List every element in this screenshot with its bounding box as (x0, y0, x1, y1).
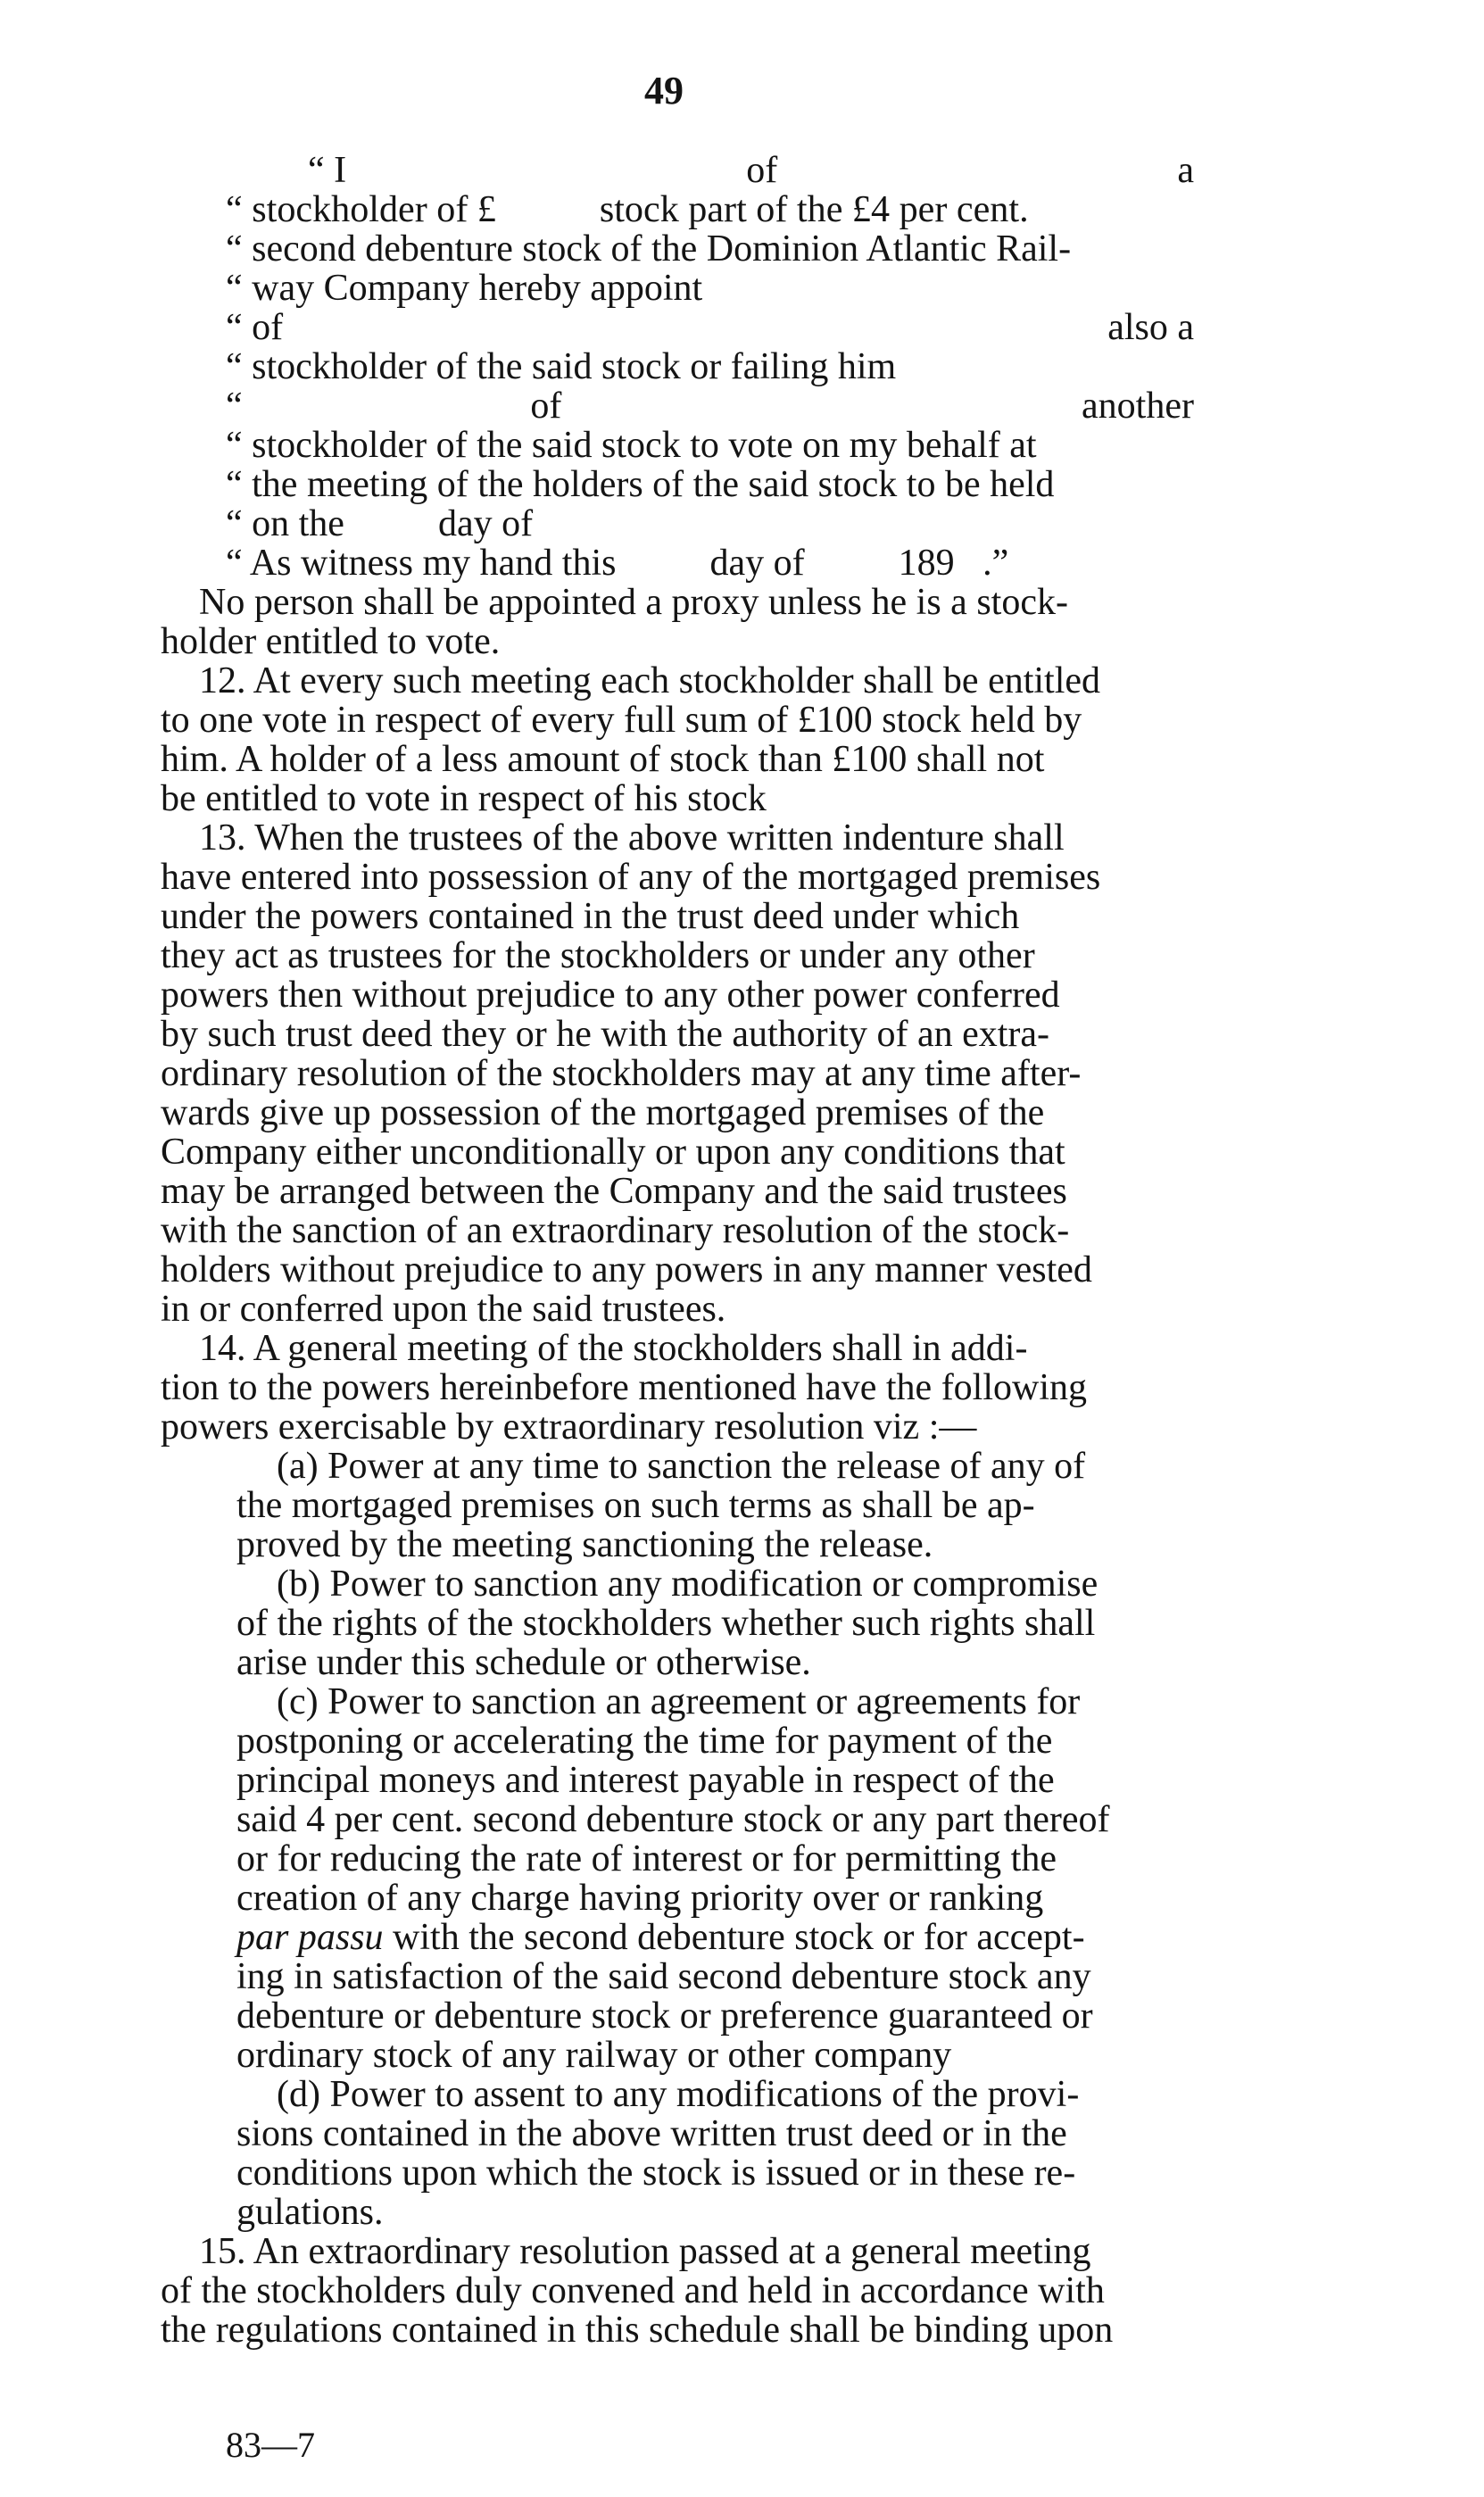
text-line: the mortgaged premises on such terms as shall be ap- (236, 1485, 1035, 1526)
text-line: ing in satisfaction of the said second debenture stock any (236, 1956, 1091, 1997)
form-text: “ (226, 386, 243, 427)
text-line: 12. At every such meeting each stockholder shall be entitled (199, 660, 1101, 701)
form-text: “ of (226, 307, 284, 348)
text-line: ordinary resolution of the stockholders may at any time after- (161, 1053, 1082, 1094)
text-line: postponing or accelerating the time for payment of the (236, 1721, 1053, 1762)
form-line: “ stockholder of the said stock to vote on my behalf at (226, 425, 1037, 466)
form-line: “ way Company hereby appoint (226, 268, 703, 309)
text-line: 14. A general meeting of the stockholders shall in addi- (199, 1328, 1028, 1369)
page-number: 49 (644, 69, 684, 112)
text-line: holder entitled to vote. (161, 621, 501, 662)
text-line: holders without prejudice to any powers in any manner vested (161, 1249, 1092, 1290)
form-text: “ I (308, 150, 347, 191)
text-line: of the stockholders duly convened and held in accordance with (161, 2270, 1105, 2311)
form-line: “ the meeting of the holders of the said stock to be held (226, 464, 1055, 505)
text-line: have entered into possession of any of the mortgaged premises (161, 857, 1101, 898)
text-line: to one vote in respect of every full sum of £100 stock held by (161, 700, 1082, 741)
text-line: creation of any charge having priority over or ranking (236, 1878, 1044, 1919)
text-line: debenture or debenture stock or preference guaranteed or (236, 1995, 1093, 2037)
text-line: proved by the meeting sanctioning the release. (236, 1524, 933, 1565)
text-line: powers exercisable by extraordinary resolution viz :— (161, 1406, 977, 1448)
form-line (226, 309, 1194, 346)
text-line: said 4 per cent. second debenture stock or any part thereof (236, 1799, 1110, 1840)
form-text: of (746, 150, 778, 191)
text-line: Company either unconditionally or upon any conditions that (161, 1132, 1065, 1173)
text-line (236, 1919, 1085, 1956)
text-line: powers then without prejudice to any other power conferred (161, 975, 1060, 1016)
form-text: another (1082, 386, 1194, 427)
form-line: “ second debenture stock of the Dominion Atlantic Rail- (226, 228, 1072, 270)
text-line: No person shall be appointed a proxy unless he is a stock- (199, 582, 1068, 623)
text-line: with the sanction of an extraordinary resolution of the stock- (161, 1210, 1070, 1251)
form-line (226, 387, 1194, 425)
text-line: ordinary stock of any railway or other company (236, 2035, 952, 2076)
text-line: (b) Power to sanction any modification or compromise (277, 1564, 1098, 1605)
text-line: (c) Power to sanction an agreement or agreements for (277, 1681, 1081, 1722)
text-line: or for reducing the rate of interest or for permitting the (236, 1838, 1057, 1879)
text-line: conditions upon which the stock is issued or in these re- (236, 2153, 1076, 2194)
text-line: in or conferred upon the said trustees. (161, 1289, 726, 1330)
text-line: the regulations contained in this schedule shall be binding upon (161, 2310, 1114, 2351)
text-line: by such trust deed they or he with the authority of an extra- (161, 1014, 1050, 1055)
text-line: be entitled to vote in respect of his stock (161, 778, 767, 819)
text-line: wards give up possession of the mortgaged premises of the (161, 1092, 1045, 1133)
text-line: gulations. (236, 2192, 384, 2233)
form-text: also a (1107, 307, 1194, 348)
form-line (308, 152, 1194, 189)
text-line: of the rights of the stockholders whether such rights shall (236, 1603, 1096, 1644)
form-text: a (1177, 150, 1194, 191)
text-line: arise under this schedule or otherwise. (236, 1642, 811, 1683)
form-text: of (530, 386, 562, 427)
text-span: with the second debenture stock or for accept- (383, 1917, 1085, 1958)
text-line: (a) Power at any time to sanction the release of any of (277, 1446, 1086, 1487)
text-line: principal moneys and interest payable in respect of the (236, 1760, 1055, 1801)
form-line: “ stockholder of £ stock part of the £4 per cent. (226, 189, 1029, 230)
text-line: 15. An extraordinary resolution passed at a general meeting (199, 2231, 1091, 2272)
text-line: may be arranged between the Company and the said trustees (161, 1171, 1067, 1212)
form-line: “ on the day of (226, 503, 534, 544)
text-line: tion to the powers hereinbefore mentioned have the following (161, 1367, 1088, 1408)
form-line: “ As witness my hand this day of 189 .” (226, 543, 1009, 584)
text-line: sions contained in the above written trust deed or in the (236, 2113, 1067, 2154)
text-line: they act as trustees for the stockholders or under any other (161, 935, 1035, 976)
text-line: him. A holder of a less amount of stock than £100 shall not (161, 739, 1045, 780)
text-line: under the powers contained in the trust deed under which (161, 896, 1020, 937)
signature-mark: 83—7 (226, 2425, 315, 2465)
text-line: 13. When the trustees of the above written indenture shall (199, 817, 1065, 859)
italic-phrase: par passu (236, 1917, 384, 1958)
form-line: “ stockholder of the said stock or failing him (226, 346, 897, 387)
text-line: (d) Power to assent to any modifications of the provi- (277, 2074, 1080, 2115)
